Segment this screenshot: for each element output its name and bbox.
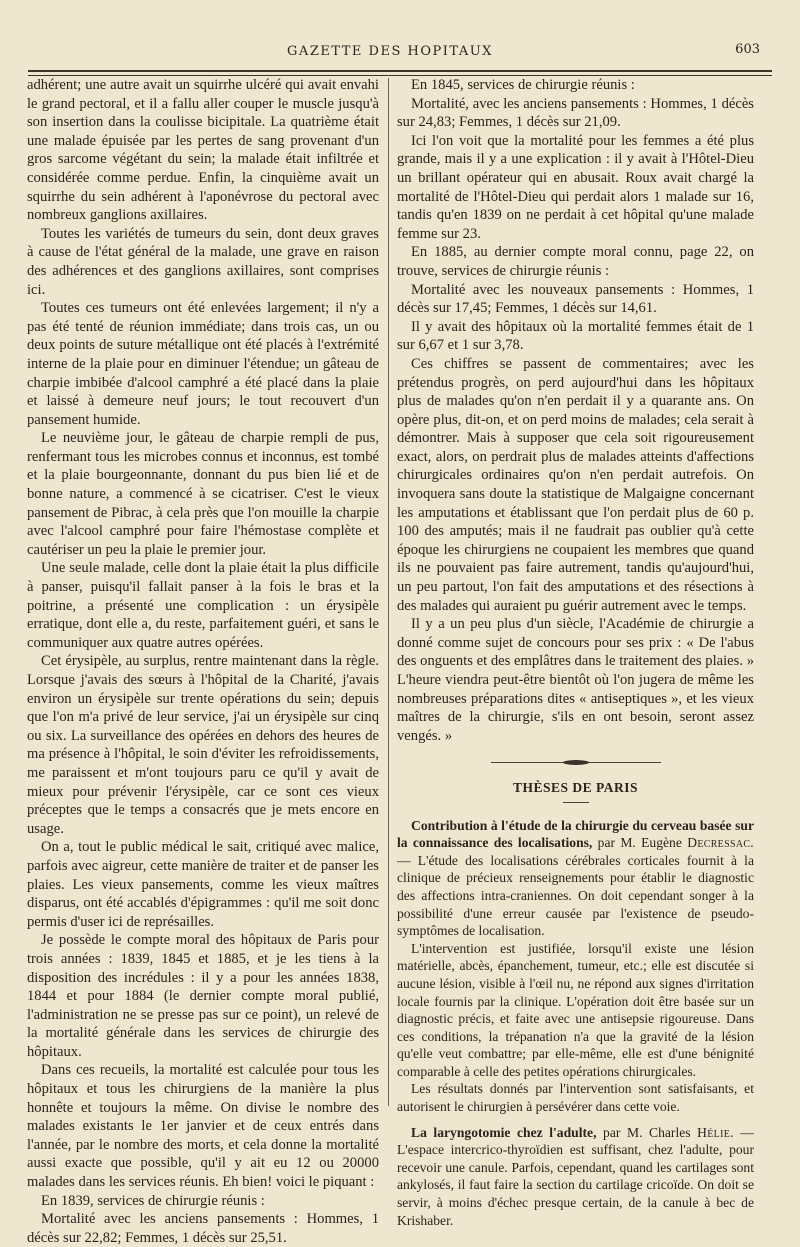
thesis-text: — L'espace intercrico-thyroïdien est suffisant, chez l'adulte, pour recevoir une canule. Parfois, cependant, quand les cartilages sont ankylosés, il faut faire la section du cartilage cricoïde. On doit se servir, à moins d'échec presque certain, de la canule à bec de Krishaber. bbox=[397, 1124, 754, 1228]
column-divider bbox=[388, 78, 389, 1106]
paragraph: Il y a un peu plus d'un siècle, l'Académie de chirurgie a donné comme sujet de concours pour ses prix : « De l'abus des onguents et des emplâtres dans le traitement des plaies. » L'heure viendra peut-être bientôt où l'on jugera de même les nombreuses préparations dites « antiseptiques », et les vieux maîtres de la chirurgie, s'ils en ont besoin, seront assez vengés. » bbox=[397, 616, 754, 744]
thesis-paragraph: L'intervention est justifiée, lorsqu'il existe une lésion matérielle, abcès, épanchement, tumeur, etc.; elle est discutée si aucune lésion, visible à l'œil nu, ne répond aux signes d'irritation locale fournis par la clinique. L'opération doit être basée sur un diagnostic précis, et faite avec une antisepsie rigoureuse. Dans ces conditions, la trépanation n'a que la gravité de la lésion qu'elle veut combattre; par elle-même, elle est d'une bénignité comparable à celle des petites opérations chirurgicales. bbox=[397, 940, 754, 1079]
thesis-paragraph: Les résultats donnés par l'intervention sont satisfaisants, et autorisent le chirurgien à persévérer dans cette voie. bbox=[397, 1081, 754, 1115]
paragraph: Le neuvième jour, le gâteau de charpie rempli de pus, renfermant tous les microbes connus et inconnus, est tombé et la plaie bourgeonnante, donnant du pus bien lié et de bonne nature, a commencé à se cicatriser. C'est le vieux pansement de Pibrac, à cela près que l'on mouille la charpie avec l'alcool camphré pour faire l'hémostase complète et cautériser un peu la plaie le premier jour. bbox=[27, 430, 379, 558]
thesis-author-prefix: par M. Eugène bbox=[597, 835, 682, 851]
running-header bbox=[20, 40, 760, 64]
thesis-author: Decressac. bbox=[687, 835, 755, 851]
paragraph: Mortalité avec les anciens pansements : Hommes, 1 décès sur 22,82; Femmes, 1 décès sur 25,51. bbox=[27, 1211, 379, 1246]
section-title: THÈSES DE PARIS bbox=[512, 779, 639, 795]
paragraph: Ici l'on voit que la mortalité pour les femmes a été plus grande, mais il y a une explication : il y avait à l'Hôtel-Dieu un brillant opérateur qui en abusait. Roux avait chargé la mortalité de l'Hôtel-Dieu qui perdait alors 1 malade sur 16, tandis qu'en 1839 on ne perdait à cet hôpital qu'une malade femme sur 23. bbox=[397, 132, 754, 242]
paragraph: Ces chiffres se passent de commentaires; avec les prétendus progrès, on perd aujourd'hui dans les hôpitaux plus de malades qu'on n'en perdait il y a quarante ans. On opère plus, dit-on, et on perd moins de malades; cela serait à démontrer. Mais à supposer que cela soit rigoureusement exact, alors, on perdrait plus de malades atteints d'affections chirurgicales ordinaires qu'on n'en perdait autrefois. On invoquera sans doute la statistique de Malgaigne concernant les amputations et établissant que l'on perdait plus de 60 p. 100 des amputés; mais il ne faudrait pas oublier qu'à cette époque les chirurgiens ne coupaient les membres que quand ils ne pouvaient pas faire autrement, tandis qu'aujourd'hui, un peu partout, l'on fait des amputations et des résections à des malades qui auraient pu guérir autrement avec le temps. bbox=[397, 355, 754, 614]
header-rule-thick bbox=[28, 70, 772, 72]
left-column bbox=[27, 76, 379, 1247]
journal-title: GAZETTE DES HOPITAUX bbox=[287, 44, 493, 59]
thesis-title: La laryngotomie chez l'adulte, bbox=[411, 1124, 597, 1140]
paragraph: Je possède le compte moral des hôpitaux de Paris pour trois années : 1839, 1845 et 1885, et je les tiens à la disposition des incrédules : il y a pour les années 1838, 1844 et pour 1884 (le dernier compte moral publié, l'administration ne se presse pas sur ce point), un relevé de la mortalité générale dans les services de chirurgie des hôpitaux. bbox=[27, 932, 379, 1060]
thesis-text: — L'étude des localisations cérébrales corticales fournit à la clinique de précieux renseignements pour établir le diagnostic des affections intra-craniennes. On doit cependant songer à la possibilité d'une erreur causée par l'existence de pseudo-symptômes de localisation. bbox=[397, 852, 754, 939]
page-number: 603 bbox=[735, 42, 760, 57]
paragraph: On a, tout le public médical le sait, critiqué avec malice, parfois avec aigreur, cette manière de traiter et de panser les plaies. Les vieux pansements, comme les vieux maîtres disparus, ont été accablés d'épigrammes : qu'il me soit donc permis d'user ici de représailles. bbox=[27, 839, 379, 930]
paragraph: Mortalité, avec les anciens pansements : Hommes, 1 décès sur 24,83; Femmes, 1 décès sur 21,09. bbox=[397, 95, 754, 131]
paragraph: Mortalité avec les nouveaux pansements : Hommes, 1 décès sur 17,45; Femmes, 1 décès sur 14,61. bbox=[397, 281, 754, 317]
paragraph: Il y avait des hôpitaux où la mortalité femmes était de 1 sur 6,67 et 1 sur 3,78. bbox=[397, 318, 754, 354]
thesis-entry bbox=[397, 817, 754, 1116]
paragraph: adhérent; une autre avait un squirrhe ulcéré qui avait envahi le grand pectoral, et il a fallu aller couper le muscle jusqu'à son insertion dans la coulisse bicipitale. La quatrième était une malade épuisée par les pertes de sang provenant d'un gros sarcome végétant du sein; la malade était infiltrée et considérée comme perdue. Enfin, la cinquième avait un squirrhe du sein adhérent à l'aponévrose du pectoral avec nombreux ganglions axillaires. bbox=[27, 77, 379, 224]
ornament-separator bbox=[397, 752, 754, 771]
paragraph: Toutes les variétés de tumeurs du sein, dont deux graves à cause de l'état général de la malade, une grave en raison des adhérences et des ganglions axillaires, sont comprises ici. bbox=[27, 225, 379, 298]
paragraph: Dans ces recueils, la mortalité est calculée pour tous les hôpitaux et tous les chirurgiens de la manière la plus honnête et toujours la même. On divise le nombre des malades existants le 1er janvier et de ceux entrés dans l'année, par le nombre des morts, et cela donne la mortalité aussi exacte que possible, qu'il y ait eu 12 ou 20000 malades dans les services réunis. Eh bien! voici le piquant : bbox=[27, 1062, 379, 1191]
thesis-lead bbox=[397, 817, 754, 940]
thesis-author-prefix: par M. Charles bbox=[603, 1124, 691, 1140]
thesis-title: Contribution à l'étude de la chirurgie du cerveau basée sur la connaissance des localisations, bbox=[397, 817, 754, 851]
paragraph: En 1885, au dernier compte moral connu, page 22, on trouve, services de chirurgie réunis : bbox=[397, 244, 754, 279]
paragraph: En 1839, services de chirurgie réunis : bbox=[41, 1192, 265, 1209]
paragraph: Toutes ces tumeurs ont été enlevées largement; il n'y a pas été tenté de réunion immédiate; dans trois cas, un ou deux points de suture métallique ont été placés à l'extrémité interne de la plaie pour en diminuer l'étendue; un gâteau de charpie imbibée d'alcool camphré a été placé dans la plaie et laissé à demeure neuf jours; le tout recouvert d'un pansement humide. bbox=[27, 300, 379, 428]
paragraph: Une seule malade, celle dont la plaie était la plus difficile à panser, puisqu'il fallait panser à la fois le bras et la poitrine, a présenté une complication : un érysipèle erratique, dont elle a, du reste, parfaitement guéri, et sans le communiquer aux quatre autres opérées. bbox=[27, 560, 379, 651]
thesis-entry bbox=[397, 1124, 754, 1230]
paragraph: En 1845, services de chirurgie réunis : bbox=[411, 77, 635, 93]
right-column bbox=[397, 76, 754, 1237]
thesis-author: Hélie. bbox=[697, 1124, 734, 1140]
section-rule bbox=[563, 802, 589, 803]
thesis-lead bbox=[397, 1124, 754, 1230]
paragraph: Cet érysipèle, au surplus, rentre maintenant dans la règle. Lorsque j'avais des sœurs à l'hôpital de la Charité, j'avais environ un érysipèle sur trente opérations du sein; depuis que l'on m'a privé de leur service, j'ai un érysipèle sur cinq ou six. La surveillance des opérées en dehors des heures de ma présence à l'hôpital, le soin d'éviter les refroidissements, me paraissent et m'ont toujours paru ce qu'il y avait de mieux pour prévenir l'érysipèle, car ce sont ces vieux préceptes que le temps a consacrés que je mets encore en usage. bbox=[27, 653, 379, 837]
